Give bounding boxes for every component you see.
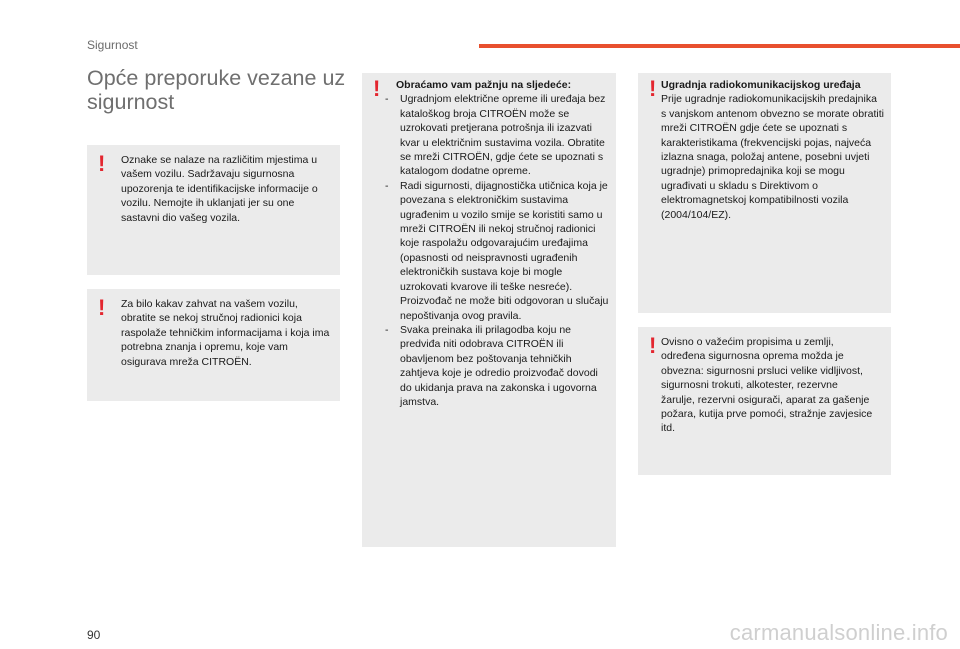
warning-text: Oznake se nalaze na različitim mjestima u vašem vozilu. Sadržavaju sigurnosna upozorenja te identifikacijske informacije o vozilu. Nemojte ih uklanjati jer su one sastavni dio vašeg vozila. [121,154,318,224]
warning-box-markings [87,145,340,275]
warning-icon: ! [649,333,657,358]
page-title: Opće preporuke vezane uz sigurnost [87,66,346,114]
list-item [385,323,611,409]
list-item-text: Svaka preinaka ili prilagodba koju ne predviđa niti odobrava CITROËN ili obavljenom bez poštovanja tehničkih zahtjeva koje je odredio proizvođač dovodi do ukidanja prava na zakonska i ugovorna jamstva. [400,323,598,408]
list-dash: - [385,179,389,192]
warning-box-radio [638,73,891,313]
list-item [385,92,611,178]
warning-icon: ! [98,295,106,320]
list-dash: - [385,93,389,106]
list-dash: - [385,323,389,336]
warning-content [661,78,885,222]
warning-icon: ! [649,76,657,101]
warning-box-equipment [638,327,891,475]
warning-text: Za bilo kakav zahvat na vašem vozilu, obratite se nekoj stručnoj radionici koja raspolaže tehničkim informacijama i koja ima potrebna znanja i opremu, koje vam osigurava mreža CITROËN. [121,298,330,368]
warning-list [385,92,611,409]
list-item [385,179,611,323]
warning-heading: Obraćamo vam pažnju na sljedeće: [396,79,572,91]
warning-text: Prije ugradnje radiokomunikacijskih predajnika s vanjskom antenom obvezno se morate obratiti mreži CITROËN gdje ćete se upoznati s karakteristikama (frekvencijski pojas, najveća izlazna snaga, položaj antene, posebni uvjeti ugradnje) primopredajnika koji se mogu ugrađivati u skladu s Direktivom o elektromagnetskoj kompatibilnosti vozila (2004/104/EZ). [661,93,884,221]
warning-box-service [87,289,340,401]
section-label: Sigurnost [87,38,138,52]
accent-bar [479,44,960,48]
warning-content [385,78,611,409]
warning-box-attention [362,73,616,547]
warning-heading: Ugradnja radiokomunikacijskog uređaja [661,79,861,91]
warning-text: Ovisno o važećim propisima u zemlji, određena sigurnosna oprema možda je obvezna: sigurnosni prsluci velike vidljivost, sigurnosni trokuti, alkotester, rezervne žarulje, rezervni osigurači, aparat za gašenje požara, kutija prve pomoći, stražnje zavjesice itd. [661,336,873,435]
list-item-text: Radi sigurnosti, dijagnostička utičnica koja je povezana s elektroničkim sustavima ugrađenim u vozilo smije se koristiti samo u mreži CITROËN ili nekoj stručnoj radionici koje raspolažu odgovarajućim uređajima (opasnosti od neispravnosti ugrađenih elektroničkih sustava koje bi mogle uzrokovati kvarove ili teške nesreće). Proizvođač ne može biti odgovoran u slučaju nepoštivanja ovog pravila. [400,179,609,322]
page-number: 90 [87,628,101,642]
list-item-text: Ugradnjom električne opreme ili uređaja bez kataloškog broja CITROËN može se uzrokovati pretjerana potrošnja ili izazvati kvar u električnim sustavima vozila. Obratite se mreži CITROËN, gdje ćete se upoznati s katalogom dodatne opreme. [400,93,606,178]
warning-icon: ! [98,151,106,176]
watermark-text: carmanualsonline.info [729,620,948,645]
warning-icon: ! [373,76,381,101]
